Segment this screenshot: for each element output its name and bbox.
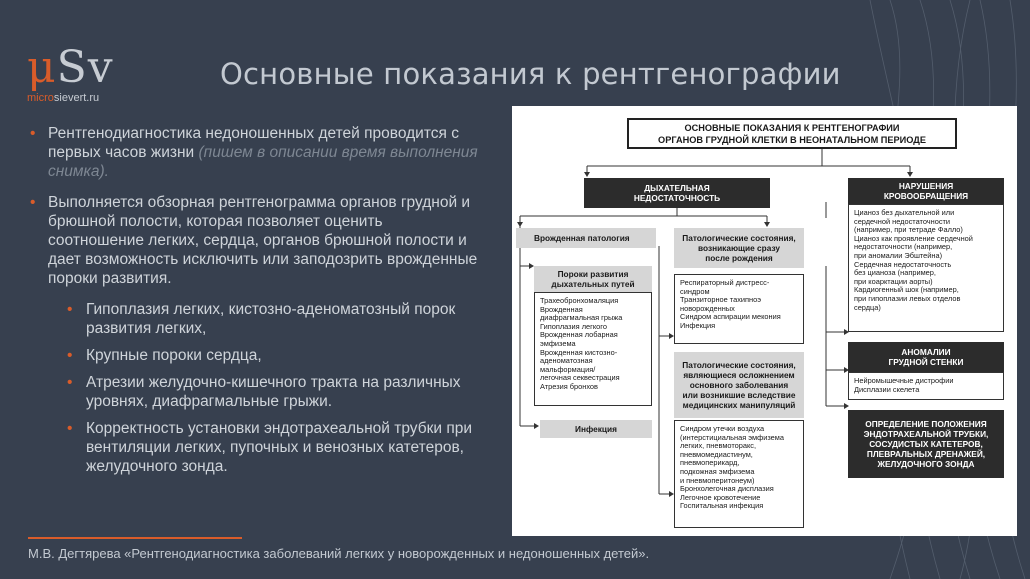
indications-diagram (512, 106, 1017, 536)
tube-position-box: ОПРЕДЕЛЕНИЕ ПОЛОЖЕНИЯ ЭНДОТРАХЕАЛЬНОЙ ТРУБКИ, СОСУДИСТЫХ КАТЕТЕРОВ, ПЛЕВРАЛЬНЫХ ДРЕНАЖЕЙ, ЖЕЛУДОЧНОГО ЗОНДА (848, 410, 1004, 478)
infection-header: Инфекция (540, 420, 652, 438)
logo[interactable] (27, 42, 114, 104)
complications-list: Синдром утечки воздуха (интерстициальная эмфизема легких, пневмоторакс, пневмомедиастинум, пневмоперикард, подкожная эмфизема и пневмоперитонеум) Бронхолегочная дисплазия Легочное кровотечение Госпитальная инфекция (674, 420, 804, 528)
sub-bullet-item: • Атрезии желудочно-кишечного тракта на различных уровнях, диафрагмальные грыжи. (28, 373, 478, 411)
bullet-item: • Выполняется обзорная рентгенограмма органов грудной и брюшной полости, которая позволяет оценить соотношение легких, сердца, органов брюшной полости и дает возможность исключить или заподозрить врожденные пороки развития. (28, 193, 478, 288)
chest-wall-list: Нейромышечные дистрофии Дисплазии скелета (848, 372, 1004, 400)
footer-citation: М.В. Дегтярева «Рентгенодиагностика заболеваний легких у новорожденных и недоношенных детей». (28, 546, 650, 561)
complications-header: Патологические состояния, являющиеся осложнением основного заболевания или возникшие вследствие медицинских манипуляций (674, 352, 804, 418)
bullet-note: (пишем в описании время выполнения снимка) (48, 144, 478, 180)
congenital-header: Врожденная патология (516, 228, 656, 248)
footer-divider (28, 537, 242, 539)
logo-site: microsievert.ru (27, 92, 100, 104)
logo-mark: μSv (27, 42, 114, 93)
airway-defects-list: Трахеобронхомаляция Врожденная диафрагмальная грыжа Гипоплазия легкого Врожденная лобарная эмфизема Врожденная кистозно- аденоматозная мальформация/ легочная секвестрация Атрезия бронхов (534, 292, 652, 406)
circulation-header: НАРУШЕНИЯ КРОВООБРАЩЕНИЯ (848, 178, 1004, 204)
diagram-main-title: ОСНОВНЫЕ ПОКАЗАНИЯ К РЕНТГЕНОГРАФИИ ОРГАНОВ ГРУДНОЙ КЛЕТКИ В НЕОНАТАЛЬНОМ ПЕРИОДЕ (627, 118, 957, 149)
bullet-item: • Рентгенодиагностика недоношенных детей проводится с первых часов жизни (пишем в описании время выполнения снимка). (28, 124, 478, 181)
bullet-list (28, 124, 478, 484)
sub-bullet-item: • Корректность установки эндотрахеальной трубки при вентиляции легких, пупочных и венозных катетеров, желудочного зонда. (28, 419, 478, 476)
sub-bullet-item: • Крупные пороки сердца, (28, 346, 478, 365)
sub-bullet-item: • Гипоплазия легких, кистозно-аденоматозный порок развития легких, (28, 300, 478, 338)
resp-failure-header: ДЫХАТЕЛЬНАЯ НЕДОСТАТОЧНОСТЬ (584, 178, 770, 208)
airway-defects-header: Пороки развития дыхательных путей (534, 266, 652, 292)
circulation-list: Цианоз без дыхательной или сердечной недостаточности (например, при тетраде Фалло) Цианоз как проявление сердечной недостаточности (например, при аномалии Эбштейна) Сердечная недостаточность без цианоза (например, при коарктации аорты) Кардиогенный шок (например, при гипоплазии левых отделов сердца) (848, 204, 1004, 332)
birth-conditions-header: Патологические состояния, возникающие сразу после рождения (674, 228, 804, 268)
chest-wall-header: АНОМАЛИИ ГРУДНОЙ СТЕНКИ (848, 342, 1004, 372)
birth-conditions-list: Респираторный дистресс- синдром Транзиторное тахипноэ новорожденных Синдром аспирации мекония Инфекция (674, 274, 804, 344)
page-title: Основные показания к рентгенографии (220, 57, 841, 91)
